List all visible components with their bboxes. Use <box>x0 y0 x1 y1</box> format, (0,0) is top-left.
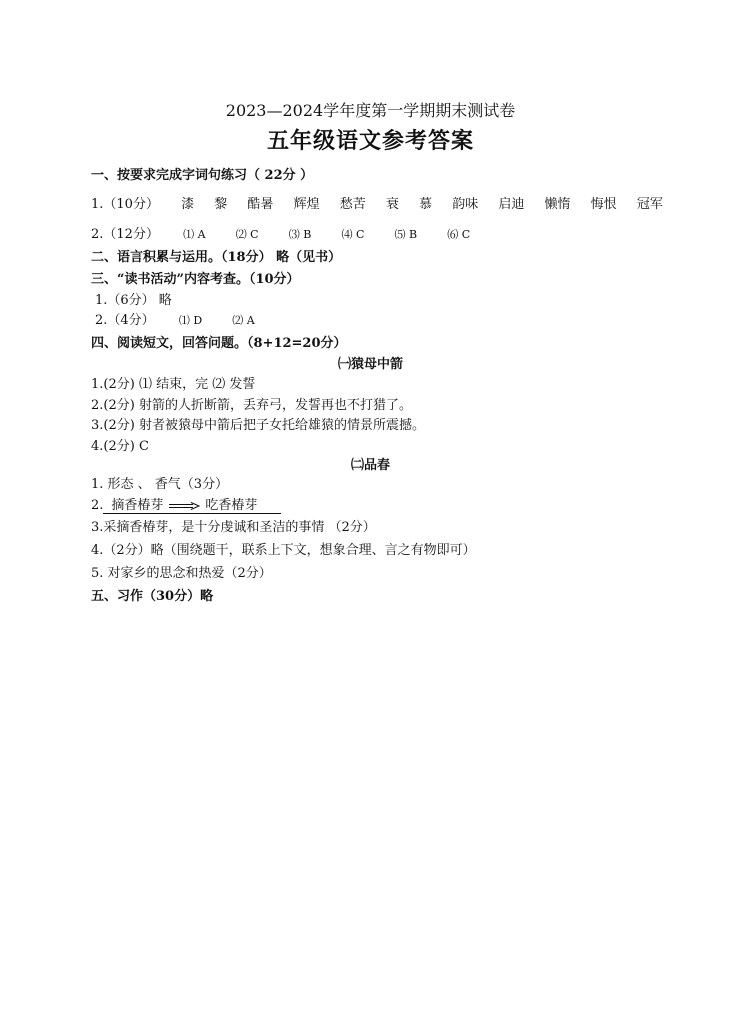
section-1-heading: 一、按要求完成字词句练习（ 22分 ） <box>91 168 314 183</box>
word-item: 黎 <box>214 197 228 212</box>
passage-1-answer: 3.(2分) 射者被猿母中箭后把子女托给雄猿的情景所震撼。 <box>91 418 425 433</box>
passage-2-q4: 4.（2分）略（围绕题干，联系上下文，想象合理、言之有物即可） <box>91 543 476 558</box>
passage-2-q3: 3.采摘香椿芽，是十分虔诚和圣洁的事情 （2分） <box>91 520 376 535</box>
blank-answer <box>103 498 281 514</box>
q1-number: 1.（10分） <box>91 197 159 212</box>
section-3-heading: 三、“读书活动”内容考查。（10分） <box>91 272 300 287</box>
passage-2-q2 <box>91 498 281 514</box>
option-item: ⑵ C <box>235 228 259 241</box>
s3-q2-number: 2.（4分） <box>95 313 155 328</box>
s3-q2-option-list <box>95 313 281 329</box>
word-item: 酷暑 <box>247 197 274 212</box>
option-item: ⑸ B <box>394 228 418 241</box>
word-item: 慕 <box>419 197 433 212</box>
word-item: 冠军 <box>636 197 663 212</box>
passage-1-answer: 2.(2分) 射箭的人折断箭，丢弃弓，发誓再也不打猎了。 <box>91 398 412 413</box>
passage-1-answer: 4.(2分) C <box>91 439 149 454</box>
answer-title: 五年级语文参考答案 <box>266 129 474 154</box>
option-item: ⑵ A <box>232 314 255 327</box>
word-item: 辉煌 <box>293 197 320 212</box>
s3-q1: 1.（6分） 略 <box>95 293 172 308</box>
passage-2-q1: 1. 形态 、 香气（3分） <box>91 477 229 492</box>
word-item: 启迪 <box>498 197 525 212</box>
option-item: ⑹ C <box>447 228 471 241</box>
word-item: 韵味 <box>452 197 479 212</box>
q2-option-list <box>91 227 496 243</box>
passage-1-title: ㈠猿母中箭 <box>337 357 403 372</box>
option-item: ⑶ B <box>288 228 312 241</box>
option-item: ⑷ C <box>341 228 365 241</box>
section-5-heading: 五、习作（30分）略 <box>91 589 214 604</box>
answer-to: 吃香椿芽 <box>205 498 258 513</box>
word-item: 漆 <box>181 197 195 212</box>
word-item: 愁苦 <box>339 197 366 212</box>
q1-word-list <box>91 197 679 213</box>
passage-2-title: ㈡品春 <box>350 458 390 473</box>
word-item: 悔恨 <box>590 197 617 212</box>
q2-number: 2.（12分） <box>91 227 159 242</box>
option-item: ⑴ A <box>183 228 206 241</box>
word-item: 懒惰 <box>544 197 571 212</box>
double-arrow-icon <box>167 502 201 510</box>
option-item: ⑴ D <box>178 314 203 327</box>
answer-from: 摘香椿芽 <box>111 498 164 513</box>
passage-1-answer: 1.(2分) ⑴ 结束，完 ⑵ 发誓 <box>91 377 256 392</box>
section-4-heading: 四、阅读短文，回答问题。（8+12=20分） <box>91 336 347 351</box>
passage-2-q2-number: 2. <box>91 498 104 513</box>
exam-title: 2023—2024学年度第一学期期末测试卷 <box>225 101 516 120</box>
word-item: 衰 <box>385 197 399 212</box>
section-2-heading: 二、语言积累与运用。（18分） 略（见书） <box>91 250 342 265</box>
passage-2-q5: 5. 对家乡的思念和热爱（2分） <box>91 566 272 581</box>
